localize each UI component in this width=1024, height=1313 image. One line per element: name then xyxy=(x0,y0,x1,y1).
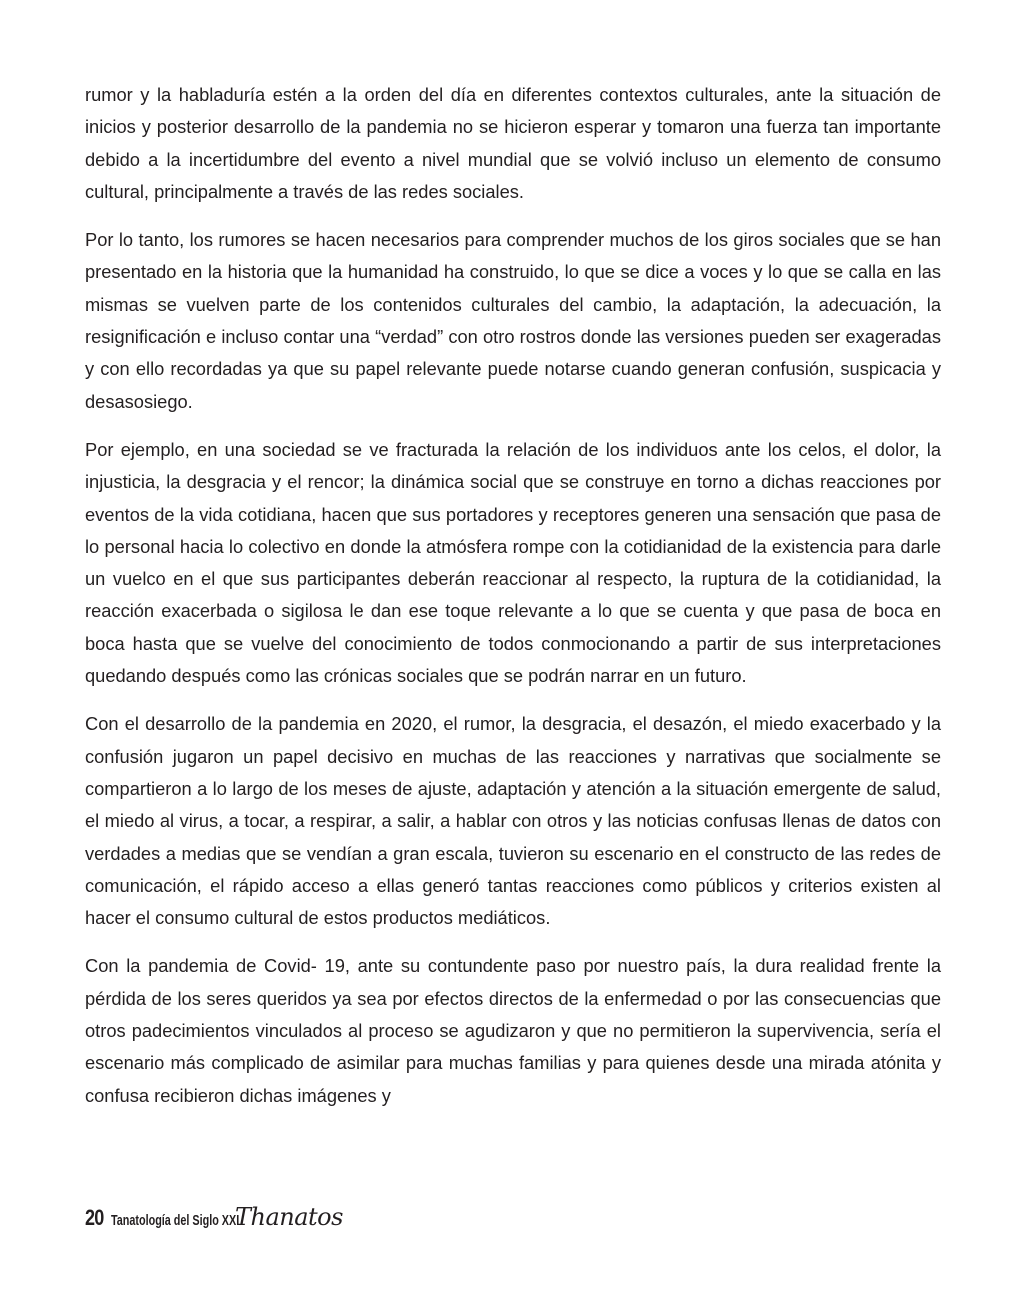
paragraph-3: Por ejemplo, en una sociedad se ve fracturada la relación de los individuos ante los celos, el dolor, la injusticia, la desgracia y el rencor; la dinámica social que se construye en torno a dichas reacciones por eventos de la vida cotidiana, hacen que sus portadores y receptores generen una sensación que pasa de lo personal hacia lo colectivo en donde la atmósfera rompe con la cotidianidad de la existencia para darle un vuelco en el que sus participantes deberán reaccionar al respecto, la ruptura de la cotidianidad, la reacción exacerbada o sigilosa le dan ese toque relevante a lo que se cuenta y que pasa de boca en boca hasta que se vuelve del conocimiento de todos conmocionando a partir de sus interpretaciones quedando después como las crónicas sociales que se podrán narrar en un futuro. xyxy=(85,438,941,687)
paragraph-5: Con la pandemia de Covid- 19, ante su contundente paso por nuestro país, la dura realidad frente la pérdida de los seres queridos ya sea por efectos directos de la enfermedad o por las consecuencias que otros padecimientos vinculados al proceso se agudizaron y que no permitieron la supervivencia, sería el escenario más complicado de asimilar para muchas familias y para quienes desde una mirada atónita y confusa recibieron dichas imágenes y xyxy=(85,955,941,1106)
page-footer xyxy=(85,1203,343,1243)
article-body xyxy=(85,79,941,1128)
journal-name: Tanatología del Siglo XXI xyxy=(111,1212,240,1229)
journal-logo: Thanatos xyxy=(235,1203,343,1231)
page-number: 20 xyxy=(85,1205,104,1230)
paragraph-2: Por lo tanto, los rumores se hacen necesarios para comprender muchos de los giros sociales que se han presentado en la historia que la humanidad ha construido, lo que se dice a voces y lo que se calla en las mismas se vuelven parte de los contenidos culturales del cambio, la adaptación, la adecuación, la resignificación e incluso contar una “verdad” con otro rostros donde las versiones pueden ser exageradas y con ello recordadas ya que su papel relevante puede notarse cuando generan confusión, suspicacia y desasosiego. xyxy=(85,229,941,412)
paragraph-1: rumor y la habladuría estén a la orden del día en diferentes contextos culturales, ante la situación de inicios y posterior desarrollo de la pandemia no se hicieron esperar y tomaron una fuerza tan importante debido a la incertidumbre del evento a nivel mundial que se volvió incluso un elemento de consumo cultural, principalmente a través de las redes sociales. xyxy=(85,84,941,202)
paragraph-4: Con el desarrollo de la pandemia en 2020, el rumor, la desgracia, el desazón, el miedo exacerbado y la confusión jugaron un papel decisivo en muchas de las reacciones y narrativas que socialmente se compartieron a lo largo de los meses de ajuste, adaptación y atención a la situación emergente de salud, el miedo al virus, a tocar, a respirar, a salir, a hablar con otros y las noticias confusas llenas de datos con verdades a medias que se vendían a gran escala, tuvieron su escenario en el constructo de las redes de comunicación, el rápido acceso a ellas generó tantas reacciones como públicos y criterios existen al hacer el consumo cultural de estos productos mediáticos. xyxy=(85,713,941,929)
